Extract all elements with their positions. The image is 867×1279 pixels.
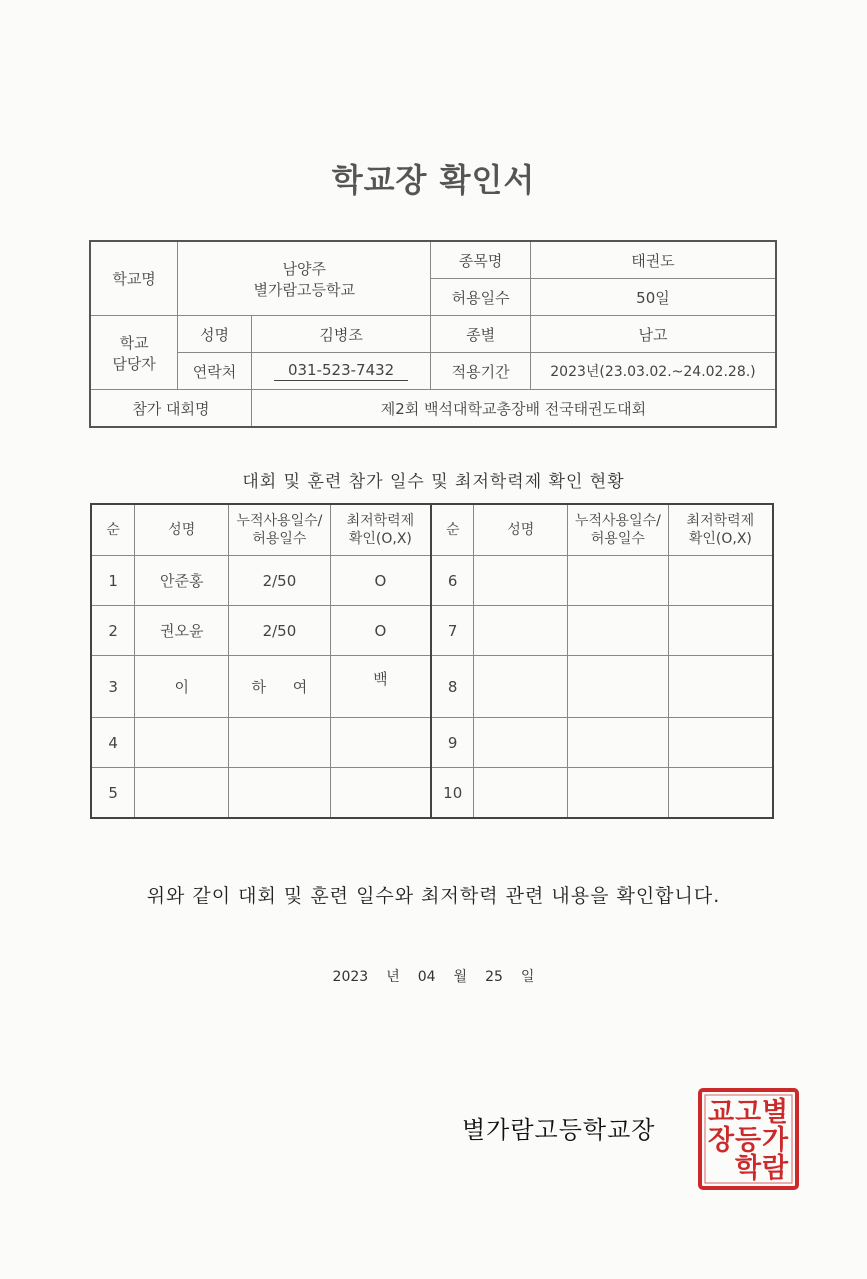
period-label: 적용기간	[431, 353, 531, 390]
phone-label: 연락처	[178, 353, 252, 390]
row-check: O	[330, 556, 431, 606]
row-no: 5	[91, 768, 135, 819]
school-name-label: 학교명	[90, 241, 178, 316]
table-header-row	[91, 504, 773, 556]
date-day: 25	[485, 969, 503, 985]
header-check-line2: 확인(O,X)	[348, 531, 412, 547]
date-month-unit: 월	[453, 969, 468, 985]
header-days-left	[229, 504, 331, 556]
row-days	[229, 718, 331, 768]
gender-value: 남고	[530, 316, 776, 353]
table-row	[91, 556, 773, 606]
date-year-unit: 년	[386, 969, 400, 985]
date-day-unit: 일	[520, 969, 535, 985]
row-days	[568, 606, 669, 656]
contact-person-label	[90, 316, 178, 390]
sport-label: 종목명	[431, 241, 531, 279]
phone-value: 031-523-7432	[274, 361, 408, 381]
header-days-right	[568, 504, 669, 556]
header-days-line2: 허용일수	[252, 531, 307, 547]
row-no: 8	[431, 656, 474, 718]
row-check	[668, 656, 773, 718]
header-days-line1: 누적사용일수/	[236, 513, 323, 529]
row-days	[229, 768, 331, 819]
seal-glyph: 교	[707, 1097, 735, 1128]
date-month: 04	[417, 969, 436, 985]
school-info-table	[89, 240, 777, 428]
seal-glyph: 고	[734, 1097, 762, 1128]
contact-label-line2: 담당자	[112, 354, 156, 373]
header-check-line1: 최저학력제	[686, 513, 755, 529]
row-no: 6	[431, 556, 474, 606]
gender-label: 종별	[431, 316, 531, 353]
header-check-right	[668, 504, 773, 556]
row-no: 10	[431, 768, 474, 819]
table-row	[91, 768, 773, 819]
issue-date	[0, 966, 867, 986]
table-row	[91, 656, 773, 718]
row-check	[668, 606, 773, 656]
row-name	[135, 718, 229, 768]
header-name-left: 성명	[135, 504, 229, 556]
row-name	[474, 656, 568, 718]
row-days	[568, 718, 669, 768]
row-no: 9	[431, 718, 474, 768]
row-name	[135, 768, 229, 819]
header-check-left	[330, 504, 431, 556]
header-name-right: 성명	[474, 504, 568, 556]
header-check-line2: 확인(O,X)	[688, 531, 752, 547]
school-name-line1: 남양주	[282, 259, 326, 278]
allowed-days-label: 허용일수	[431, 279, 531, 316]
event-value: 제2회 백석대학교총장배 전국태권도대회	[251, 390, 776, 428]
phone-cell	[251, 353, 430, 390]
date-year: 2023	[332, 969, 369, 985]
seal-glyph: 별	[761, 1097, 789, 1128]
row-no: 7	[431, 606, 474, 656]
roster-subtitle: 대회 및 훈련 참가 일수 및 최저학력제 확인 현황	[242, 472, 625, 492]
seal-glyph: 학	[734, 1153, 762, 1184]
row-days: 하 여	[229, 656, 331, 718]
seal-glyph: 등	[734, 1125, 762, 1156]
row-no: 2	[91, 606, 135, 656]
row-name: 권오윤	[135, 606, 229, 656]
event-label: 참가 대회명	[90, 390, 251, 428]
sport-value: 태권도	[530, 241, 776, 279]
row-no: 1	[91, 556, 135, 606]
contact-label-line1: 학교	[119, 333, 149, 352]
header-days-line1: 누적사용일수/	[574, 513, 661, 529]
row-name: 안준홍	[135, 556, 229, 606]
row-name: 이	[135, 656, 229, 718]
period-value: 2023년(23.03.02.~24.02.28.)	[530, 353, 776, 390]
participation-table	[90, 503, 774, 819]
confirmation-statement: 위와 같이 대회 및 훈련 일수와 최저학력 관련 내용을 확인합니다.	[146, 885, 721, 907]
school-name-line2: 별가람고등학교	[253, 280, 355, 299]
row-check: O	[330, 606, 431, 656]
header-no-right: 순	[431, 504, 474, 556]
row-days	[568, 768, 669, 819]
allowed-days-value: 50일	[530, 279, 776, 316]
contact-name-label: 성명	[178, 316, 252, 353]
row-no: 4	[91, 718, 135, 768]
header-no-left: 순	[91, 504, 135, 556]
document-title: 학교장 확인서	[331, 161, 536, 199]
row-check: 백	[330, 656, 431, 718]
table-row	[91, 606, 773, 656]
seal-glyph: 람	[761, 1153, 789, 1184]
row-days: 2/50	[229, 556, 331, 606]
row-check	[668, 556, 773, 606]
row-name	[474, 556, 568, 606]
school-name-value	[178, 241, 431, 316]
header-days-line2: 허용일수	[590, 531, 645, 547]
seal-glyph: 장	[707, 1125, 735, 1156]
header-check-line1: 최저학력제	[346, 513, 415, 529]
row-days	[568, 656, 669, 718]
row-days: 2/50	[229, 606, 331, 656]
row-check	[668, 768, 773, 819]
row-check	[330, 768, 431, 819]
school-seal-stamp	[697, 1087, 800, 1191]
table-row	[91, 718, 773, 768]
row-name	[474, 606, 568, 656]
contact-name-value: 김병조	[251, 316, 430, 353]
row-check	[668, 718, 773, 768]
row-no: 3	[91, 656, 135, 718]
row-check	[330, 718, 431, 768]
row-name	[474, 718, 568, 768]
principal-signature: 별가람고등학교장	[462, 1116, 656, 1144]
seal-glyph: 가	[761, 1125, 789, 1156]
row-name	[474, 768, 568, 819]
row-days	[568, 556, 669, 606]
